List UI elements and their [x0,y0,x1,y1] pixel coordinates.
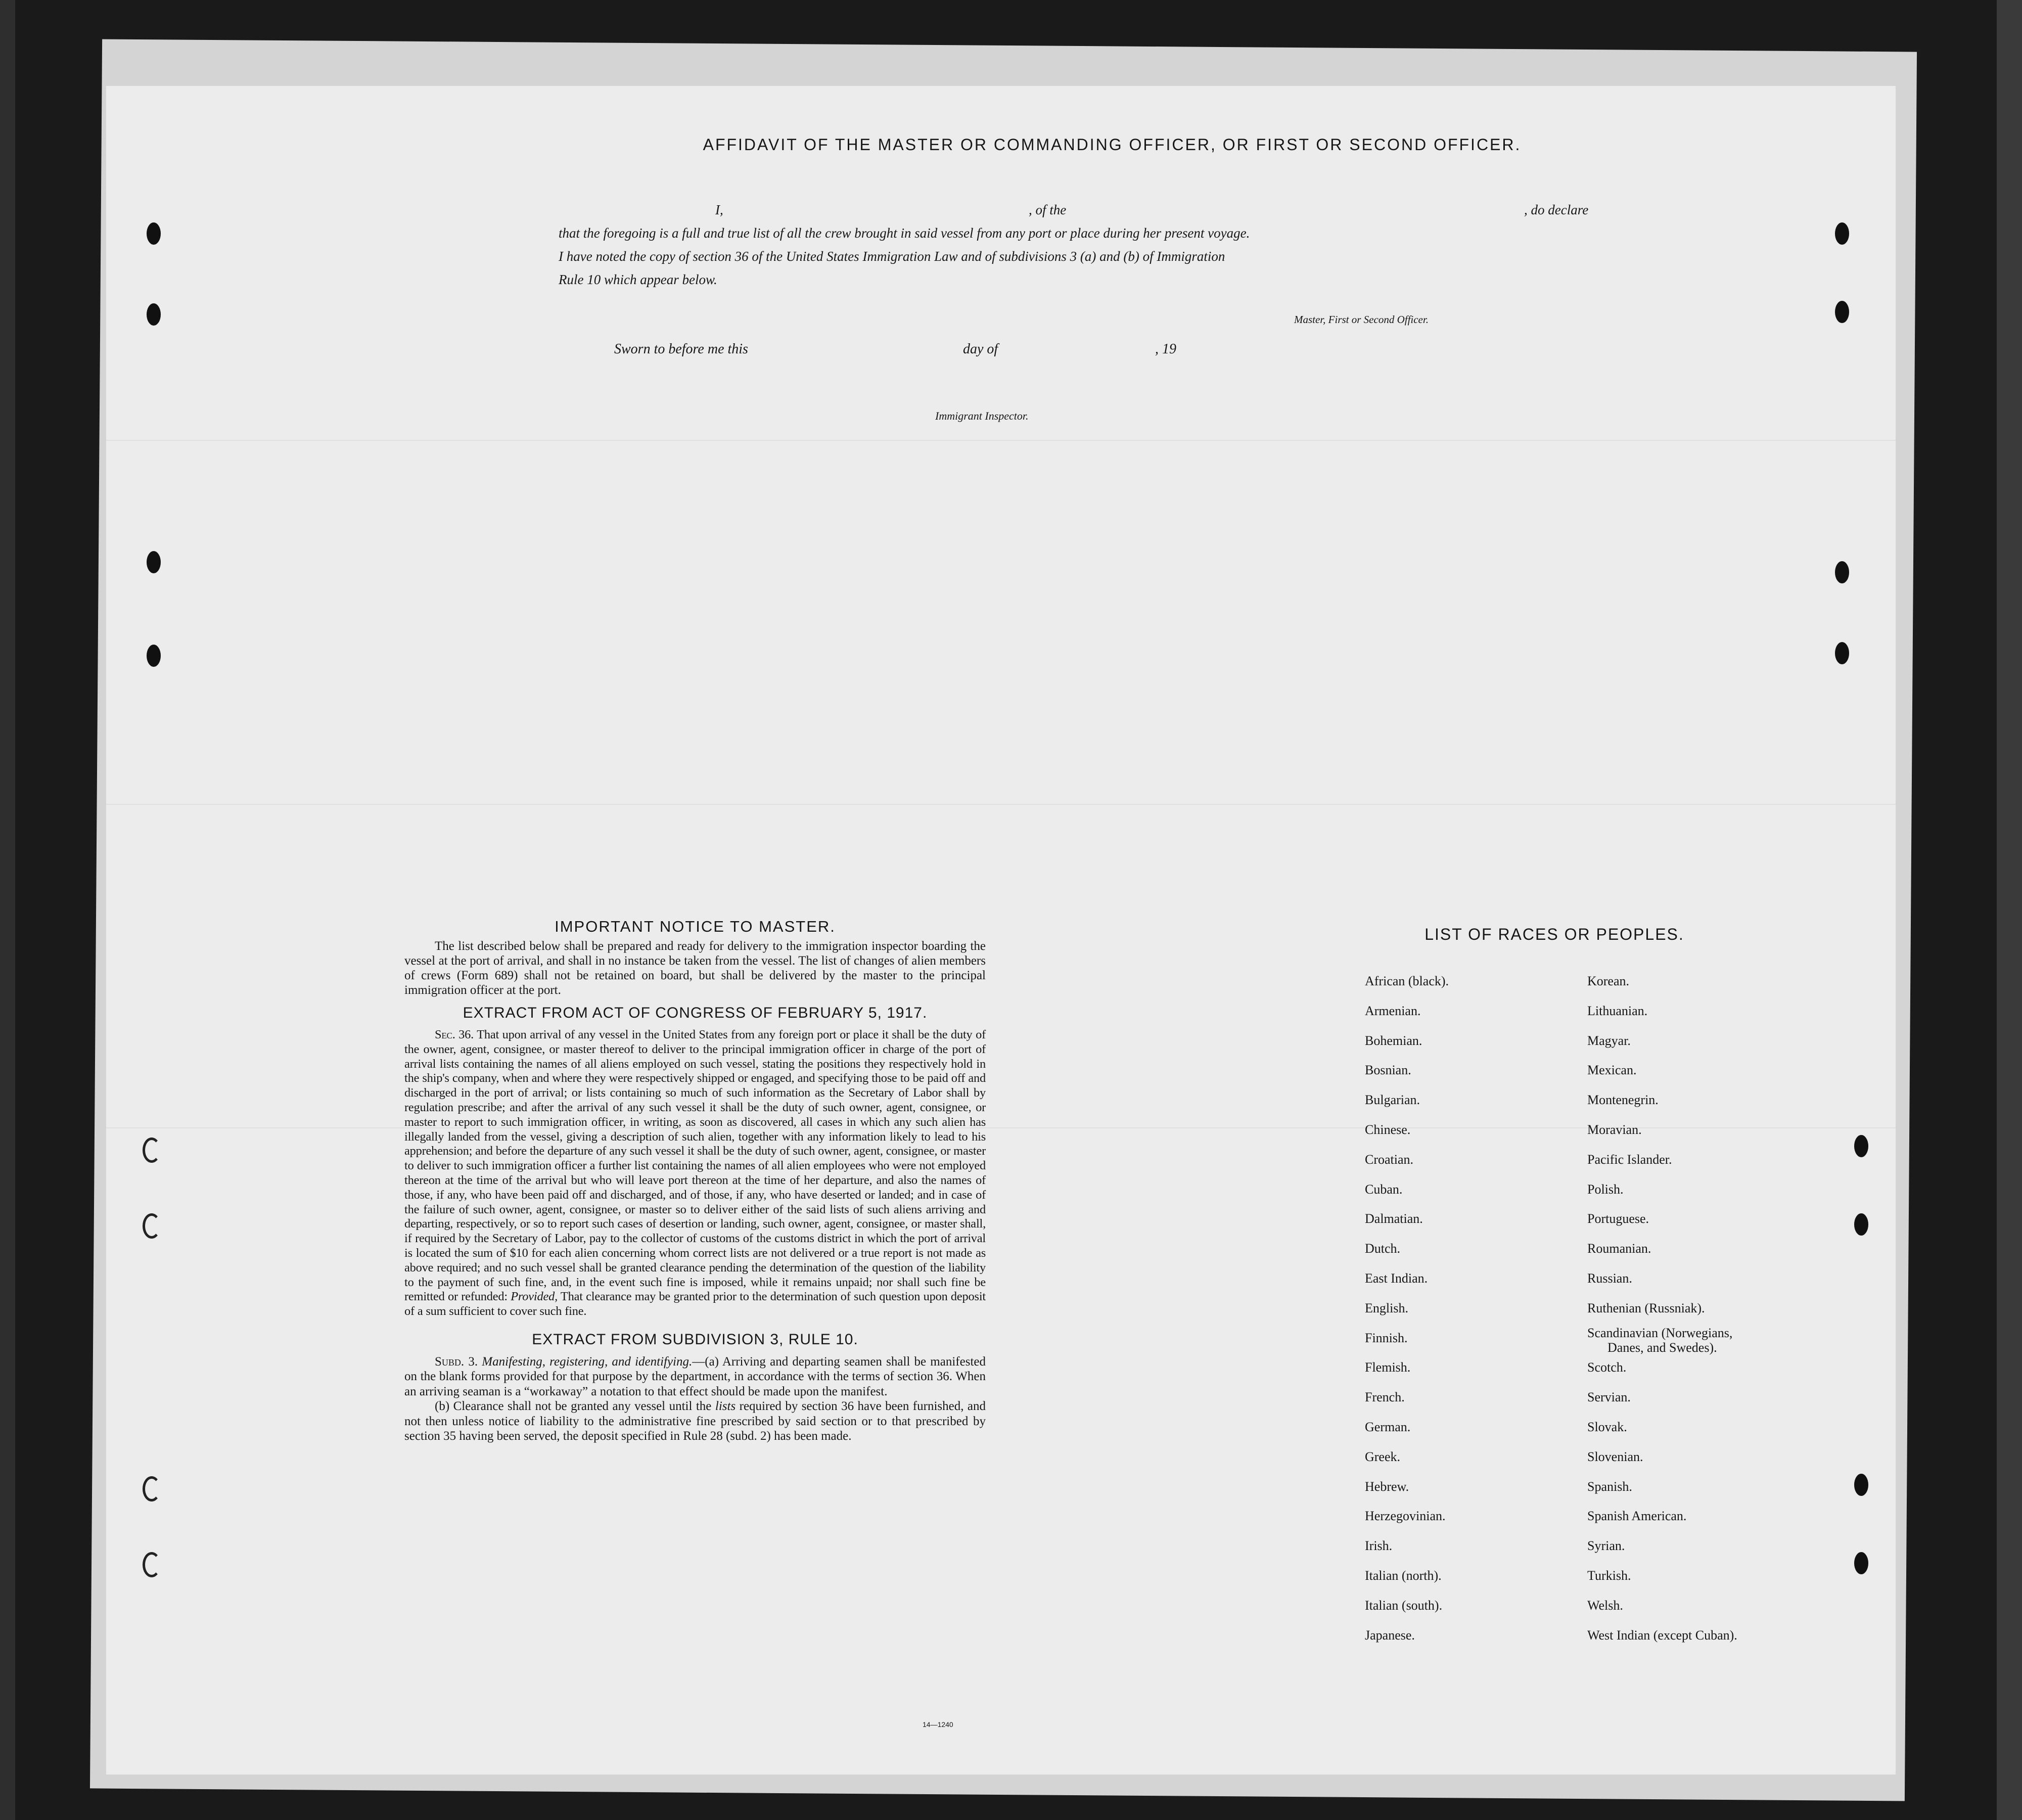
race-item-line: Scandinavian (Norwegians, [1587,1325,1733,1340]
affidavit-line: I have noted the copy of section 36 of the United States Immigration Law and of subdivisions 3 (a) and (b) of Immigration [559,249,1225,264]
race-item: Slovak. [1587,1419,1627,1434]
sworn-label: Sworn to before me this [614,341,748,357]
race-item: Montenegrin. [1587,1093,1659,1108]
a-label: —(a) [692,1354,719,1369]
race-item: Irish. [1365,1538,1393,1554]
day-of-label: day of [963,341,998,357]
race-item: Bohemian. [1365,1033,1422,1048]
affidavit-line: that the foregoing is a full and true list of all the crew brought in said vessel from any port or place during her present voyage. [559,225,1250,241]
race-item: English. [1365,1300,1408,1315]
races-column-1 [1365,967,1449,1650]
punch-hole [1835,642,1849,664]
punch-hole [147,222,161,245]
race-item: Magyar. [1587,1033,1631,1048]
race-item: Russian. [1587,1270,1632,1286]
notice-title: IMPORTANT NOTICE TO MASTER. [555,918,836,935]
notice-column [404,918,986,1444]
act-text [404,1028,986,1319]
provided-label: Provided, [511,1290,558,1304]
race-item: Moravian. [1587,1122,1642,1137]
race-item: Scotch. [1587,1360,1627,1375]
race-item: Flemish. [1365,1360,1411,1375]
signature-label: Master, First or Second Officer. [1294,313,1429,326]
punch-hole [143,1138,161,1163]
race-item: Welsh. [1587,1598,1623,1613]
punch-hole [1854,1474,1868,1496]
race-item: Syrian. [1587,1538,1625,1554]
rule-text-a [404,1354,986,1399]
race-item: West Indian (except Cuban). [1587,1627,1737,1643]
race-item: Portuguese. [1587,1211,1649,1226]
affidavit-body [559,198,1630,291]
sworn-line [614,341,1372,366]
race-item: Bosnian. [1365,1063,1411,1078]
do-declare-label: , do declare [1524,202,1589,217]
race-item: Spanish American. [1587,1509,1687,1524]
affidavit-line: Rule 10 which appear below. [559,272,717,287]
race-item: Cuban. [1365,1181,1403,1197]
scan-border-right [1997,0,2022,1820]
punch-hole [143,1213,161,1239]
punch-hole [143,1552,161,1577]
race-item: Pacific Islander. [1587,1152,1672,1167]
races-list [1259,925,1815,1643]
punch-hole [1835,561,1849,583]
subd-heading: Manifesting, registering, and identifying. [482,1354,693,1369]
race-item: Korean. [1587,974,1630,988]
race-item: Chinese. [1365,1122,1411,1137]
race-item: Italian (north). [1365,1568,1442,1583]
race-item: Italian (south). [1365,1598,1443,1613]
race-item: East Indian. [1365,1270,1428,1286]
punch-hole [147,645,161,667]
declaration-line [559,198,1630,221]
race-item: Greek. [1365,1449,1401,1464]
act-body: That upon arrival of any vessel in the United States from any foreign port or place it shall be the duty of the owner, agent, consignee, or master thereof to deliver to the principal immigration officer in charge of the port of arrival lists containing the names of all aliens employed on such vessel, stating the positions they respectively hold in the ship's company, when and where they were respectively shipped or engaged, and specifying those to be paid off and discharged in the port of arrival; or lists containing so much of such information as the Secretary of Labor shall by regulation prescribe; and after the arrival of any such vessel it shall be the duty of such owner, agent, consignee, or master to report to such immigration officer, in writing, as soon as discovered, all cases in which any such alien has illegally landed from the vessel, giving a description of such alien, together with any information likely to lead to his apprehension; and before the departure of any such vessel it shall be the duty of such owner, agent, consignee, or master to deliver to such immigration officer a further list containing the names of all alien employees who were not employed thereon at the time of the arrival but who will leave port thereon at the time of her departure, and also the names of those, if any, who have been paid off and discharged, and of those, if any, who have deserted or landed; and in case of the failure of such owner, agent, consignee, or master so to deliver either of the said lists of such aliens arriving and departing, respectively, or so to report such cases of desertion or landing, such owner, agent, consignee, or master shall, if required by the Secretary of Labor, pay to the collector of customs of the customs district in which the port of arrival is located the sum of $10 for each alien concerning whom correct lists are not delivered or a true report is not made as above required; and no such vessel shall be granted clearance pending the determination of the question of the liability to the payment of such fine, and, in the event such fine is imposed, while it remains unpaid; nor shall such fine be remitted or refunded: [404,1028,986,1304]
year-label: , 19 [1155,341,1176,357]
races-column-2 [1587,967,1737,1650]
race-item: Croatian. [1365,1152,1414,1167]
races-title: LIST OF RACES OR PEOPLES. [1424,925,1684,943]
race-item: Japanese. [1365,1627,1415,1643]
punch-hole [143,1476,161,1502]
punch-hole [147,551,161,573]
rule-b-body-end: required by section 36 have been furnished, and not then unless notice of liability to the administrative fine prescribed by said section or to that prescribed by section 35 having been served, the deposit specified in Rule 28 (subd. 2) has been made. [404,1399,986,1443]
i-label: I, [715,202,723,217]
rule-title: EXTRACT FROM SUBDIVISION 3, RULE 10. [532,1331,858,1348]
race-item: Spanish. [1587,1479,1632,1494]
punch-hole [1835,222,1849,245]
race-item: German. [1365,1419,1411,1434]
race-item: French. [1365,1390,1405,1405]
race-item: Turkish. [1587,1568,1631,1583]
scan-border-left [0,0,15,1820]
form-number: 14—1240 [923,1720,953,1728]
rule-a-body: Arriving and departing seamen shall be manifested on the blank forms provided for that purpose by the department, in accordance with the terms of section 36. When an arriving seaman is a “workaway” a notation to that effect should be made upon the manifest. [404,1354,986,1398]
subd-label: Subd. 3. [435,1354,478,1369]
affidavit-title: AFFIDAVIT OF THE MASTER OR COMMANDING OFFICER, OR FIRST OR SECOND OFFICER. [703,135,1522,154]
b-label: (b) [435,1399,450,1414]
race-item [1587,1324,1737,1353]
race-item: Dutch. [1365,1241,1401,1256]
document-page [106,86,1896,1774]
rule-b-body: Clearance shall not be granted any vessel until the [453,1399,712,1414]
of-the-label: , of the [1029,202,1067,217]
lists-word: lists [715,1399,736,1414]
act-body-end: That clearance may be granted prior to the determination of such question upon deposit of a sum sufficient to cover such fine. [404,1290,986,1318]
punch-hole [147,303,161,326]
section-label: Sec. 36. [435,1028,474,1041]
rule-text-b [404,1399,986,1444]
notice-text: The list described below shall be prepared and ready for delivery to the immigration inspector boarding the vessel at the port of arrival, and shall in no instance be taken from the vessel. The list of changes of alien members of crews (Form 689) shall not be retained on board, but shall be delivered by the master to the principal immigration officer at the port. [404,939,986,997]
race-item: Dalmatian. [1365,1211,1423,1226]
race-item: Servian. [1587,1390,1631,1405]
race-item: Polish. [1587,1181,1624,1197]
race-item: Ruthenian (Russniak). [1587,1300,1705,1315]
race-item: Hebrew. [1365,1479,1409,1494]
race-item: African (black). [1365,974,1449,988]
punch-hole [1835,301,1849,323]
race-item: Lithuanian. [1587,1003,1648,1018]
punch-hole [1854,1135,1868,1157]
punch-hole [1854,1213,1868,1236]
bleed-through-rule [106,440,1896,441]
race-item: Herzegovinian. [1365,1509,1446,1524]
act-title: EXTRACT FROM ACT OF CONGRESS OF FEBRUARY 5, 1917. [463,1005,928,1021]
race-item: Armenian. [1365,1003,1421,1018]
race-item-continuation: Danes, and Swedes). [1607,1340,1717,1355]
punch-hole [1854,1552,1868,1574]
race-item: Slovenian. [1587,1449,1643,1464]
race-item: Mexican. [1587,1063,1637,1078]
bleed-through-rule [106,804,1896,805]
race-item: Finnish. [1365,1330,1408,1345]
inspector-label: Immigrant Inspector. [935,410,1029,422]
race-item: Bulgarian. [1365,1093,1420,1108]
race-item: Roumanian. [1587,1241,1651,1256]
